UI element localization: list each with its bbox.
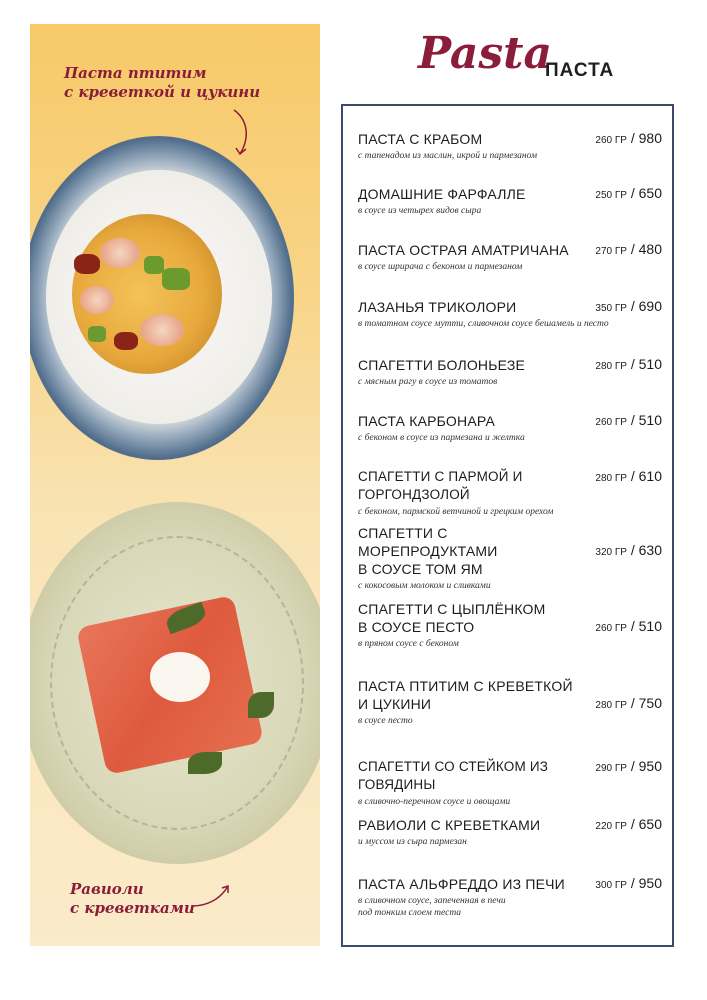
menu-item <box>358 875 662 919</box>
item-description: с тапенадом из маслин, икрой и пармезаном <box>358 151 538 161</box>
menu-item <box>358 468 662 518</box>
plate-ravioli-image <box>30 502 320 864</box>
menu-item <box>358 130 662 162</box>
page-title: ПАСТА <box>545 60 615 81</box>
page-title-script: Pasta <box>418 28 553 79</box>
item-name: ЛАЗАНЬЯ ТРИКОЛОРИ <box>358 299 517 315</box>
item-price: 220 ГР / 650 <box>595 816 662 832</box>
item-description: в пряном соусе с беконом <box>358 639 459 649</box>
item-description: с беконом, пармской ветчиной и грецким орехом <box>358 507 554 517</box>
item-price: 260 ГР / 510 <box>595 412 662 428</box>
item-name: ДОМАШНИЕ ФАРФАЛЛЕ <box>358 186 526 202</box>
item-price: 300 ГР / 950 <box>595 875 662 891</box>
item-description: в томатном соусе мутти, сливочном соусе бешамель и песто <box>358 319 609 329</box>
item-name: ПАСТА АЛЬФРЕДДО ИЗ ПЕЧИ <box>358 876 565 892</box>
item-name: СПАГЕТТИ С ЦЫПЛЁНКОМ В СОУСЕ ПЕСТО <box>358 601 546 635</box>
item-description: в соусе шрирача с беконом и пармезаном <box>358 262 523 272</box>
item-name: ПАСТА КАРБОНАРА <box>358 413 495 429</box>
item-description: с кокосовым молоком и сливками <box>358 581 491 591</box>
photo-panel <box>30 24 320 946</box>
item-description: и муссом из сыра пармезан <box>358 837 467 847</box>
item-price: 320 ГР / 630 <box>595 542 662 558</box>
item-price: 260 ГР / 980 <box>595 130 662 146</box>
item-description: с беконом в соусе из пармезана и желтка <box>358 433 525 443</box>
item-description: с мясным рагу в соусе из томатов <box>358 377 498 387</box>
item-name: ПАСТА ОСТРАЯ АМАТРИЧАНА <box>358 242 569 258</box>
arrow-down-icon <box>226 108 256 158</box>
item-name: СПАГЕТТИ С ПАРМОЙ И ГОРГОНДЗОЛОЙ <box>358 469 523 502</box>
menu-item <box>358 758 662 808</box>
item-name: СПАГЕТТИ БОЛОНЬЕЗЕ <box>358 357 526 373</box>
menu-item <box>358 412 662 444</box>
menu-item <box>358 524 662 592</box>
menu-list <box>341 104 674 947</box>
item-price: 260 ГР / 510 <box>595 618 662 634</box>
item-description: в соусе из четырех видов сыра <box>358 206 482 216</box>
menu-item <box>358 298 662 330</box>
item-name: ПАСТА С КРАБОМ <box>358 131 483 147</box>
menu-item <box>358 241 662 273</box>
caption-line: с креветкой и цукини <box>64 83 261 101</box>
caption-ravioli <box>70 880 195 918</box>
item-name: СПАГЕТТИ СО СТЕЙКОМ ИЗ ГОВЯДИНЫ <box>358 759 549 792</box>
item-description: в соусе песто <box>358 716 413 726</box>
item-price: 350 ГР / 690 <box>595 298 662 314</box>
menu-item <box>358 816 662 848</box>
item-name: РАВИОЛИ С КРЕВЕТКАМИ <box>358 817 541 833</box>
item-price: 290 ГР / 950 <box>595 758 662 774</box>
arrow-up-icon <box>190 880 234 910</box>
menu-item <box>358 600 662 650</box>
caption-line: с креветками <box>70 899 195 917</box>
item-price: 280 ГР / 510 <box>595 356 662 372</box>
menu-item <box>358 185 662 217</box>
plate-ptitim-image <box>30 136 294 460</box>
item-price: 280 ГР / 750 <box>595 695 662 711</box>
menu-item <box>358 356 662 388</box>
caption-line: Равиоли <box>70 880 144 898</box>
item-name: ПАСТА ПТИТИМ С КРЕВЕТКОЙ И ЦУКИНИ <box>358 678 573 712</box>
caption-line: Паста птитим <box>64 64 207 82</box>
caption-ptitim <box>64 64 260 102</box>
item-price: 280 ГР / 610 <box>595 468 662 484</box>
menu-item <box>358 677 662 727</box>
item-description: в сливочном соусе, запеченная в печи под тонким слоем теста <box>358 896 506 918</box>
item-price: 250 ГР / 650 <box>595 185 662 201</box>
item-name: СПАГЕТТИ С МОРЕПРОДУКТАМИ В СОУСЕ ТОМ ЯМ <box>358 525 498 577</box>
item-description: в сливочно-перечном соусе и овощами <box>358 797 511 807</box>
item-price: 270 ГР / 480 <box>595 241 662 257</box>
